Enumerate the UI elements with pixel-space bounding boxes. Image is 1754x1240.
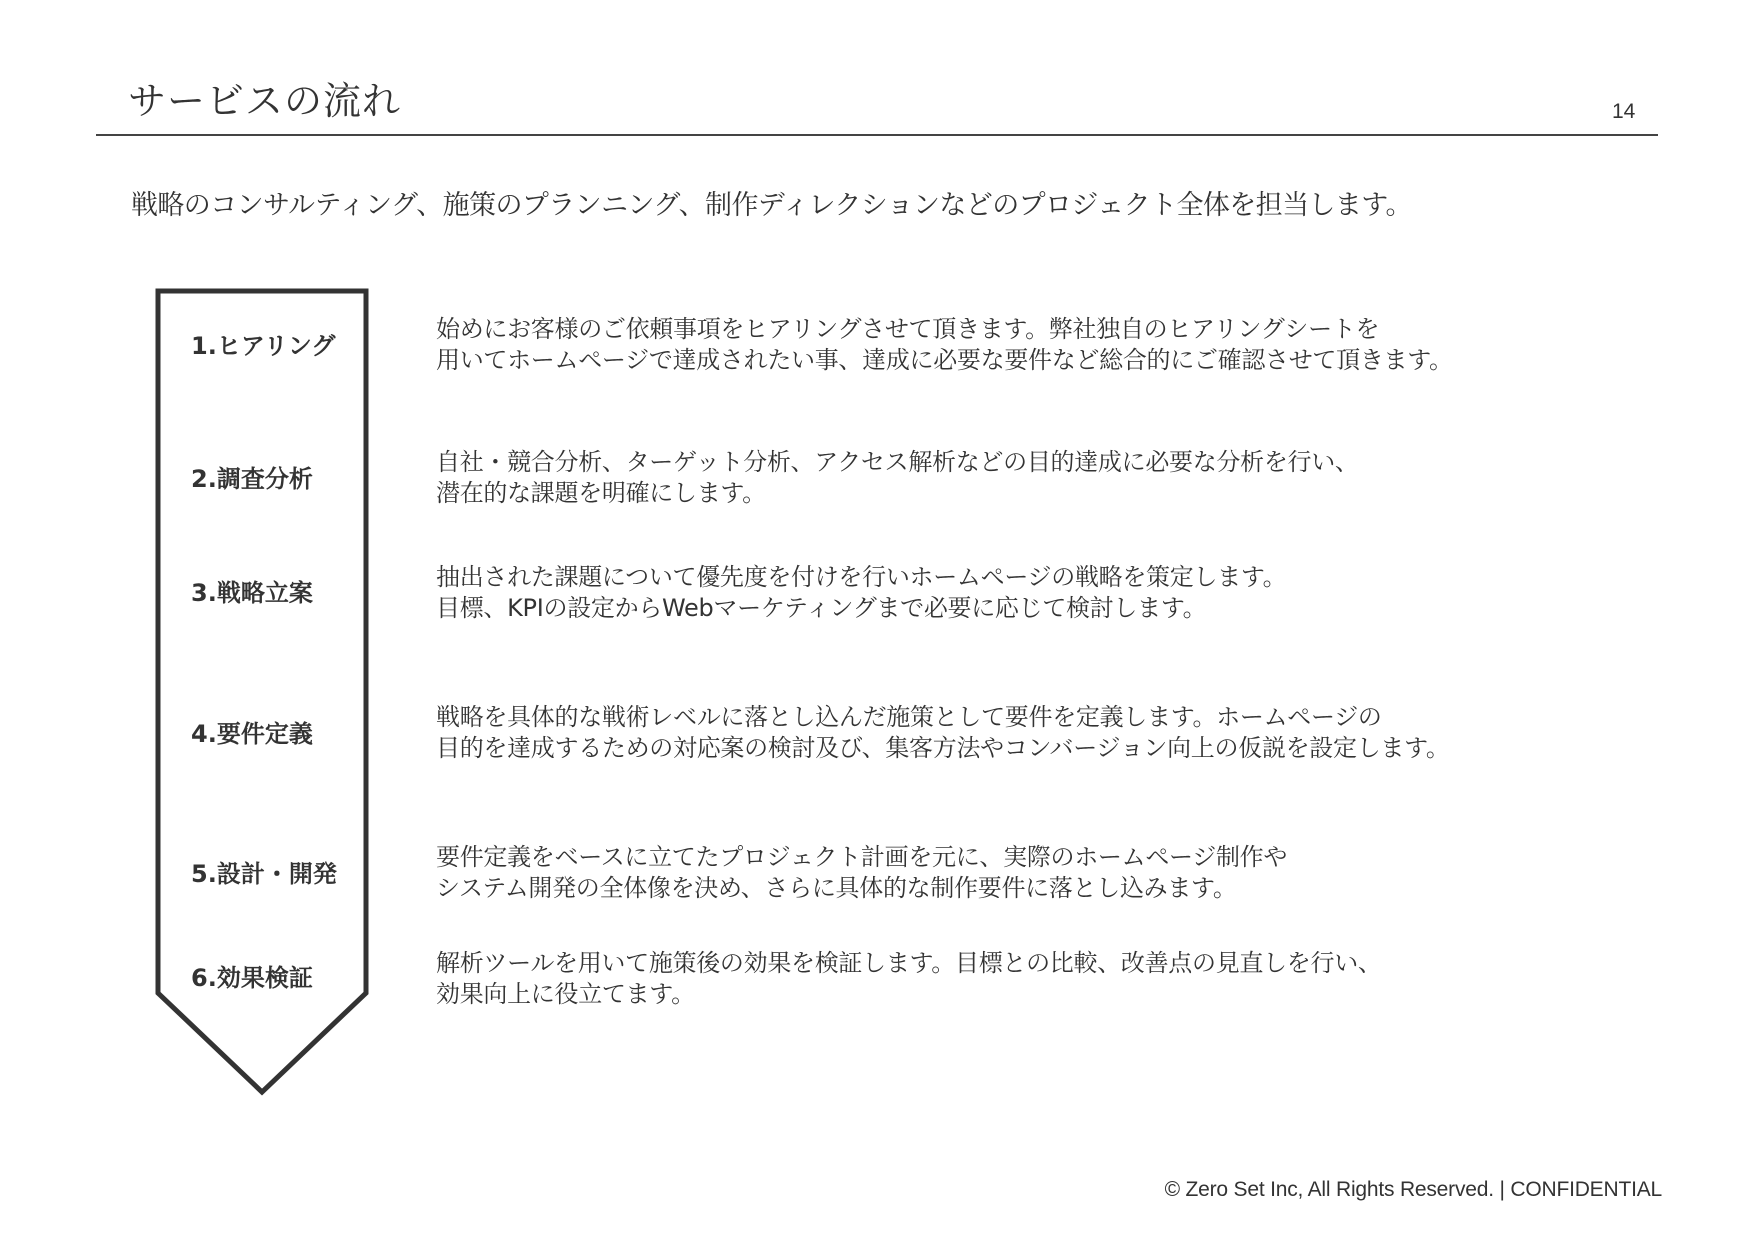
lead-text: 戦略のコンサルティング、施策のプランニング、制作ディレクションなどのプロジェクト全体を担当します。 [131,190,1412,221]
step-description-line: システム開発の全体像を決め、さらに具体的な制作要件に落とし込みます。 [436,874,1237,902]
step-description-line: 潜在的な課題を明確にします。 [436,479,766,507]
step-description [436,562,1286,624]
step-description [436,702,1450,764]
step-description-line: 抽出された課題について優先度を付けを行いホームページの戦略を策定します。 [436,563,1287,591]
step-description-line: 始めにお客様のご依頼事項をヒアリングさせて頂きます。弊社独自のヒアリングシートを [436,315,1380,343]
page-title: サービスの流れ [128,79,402,123]
step-label: 1.ヒアリング [191,332,336,360]
step-description-line: 目的を達成するための対応案の検討及び、集客方法やコンバージョン向上の仮説を設定します。 [436,734,1450,762]
page-number: 14 [1612,100,1636,123]
step-label: 2.調査分析 [191,465,313,493]
copyright-footer: © Zero Set Inc, All Rights Reserved. | CONFIDENTIAL [1164,1178,1662,1201]
step-label: 3.戦略立案 [191,579,313,607]
step-description [436,842,1287,904]
step-description [436,447,1359,509]
step-description-line: 自社・競合分析、ターゲット分析、アクセス解析などの目的達成に必要な分析を行い、 [436,448,1359,476]
step-description [436,948,1382,1010]
step-label: 6.効果検証 [191,964,313,992]
step-description-line: 戦略を具体的な戦術レベルに落とし込んだ施策として要件を定義します。ホームページの [436,703,1382,731]
step-label: 4.要件定義 [191,720,313,748]
step-description [436,314,1453,376]
step-description-line: 効果向上に役立てます。 [436,980,695,1008]
title-divider [96,134,1658,136]
step-description-line: 用いてホームページで達成されたい事、達成に必要な要件など総合的にご確認させて頂きます。 [436,346,1453,374]
step-label: 5.設計・開発 [191,860,337,888]
step-description-line: 要件定義をベースに立てたプロジェクト計画を元に、実際のホームページ制作や [436,843,1288,871]
step-description-line: 解析ツールを用いて施策後の効果を検証します。目標との比較、改善点の見直しを行い、 [436,949,1382,977]
step-description-line: 目標、KPIの設定からWebマーケティングまで必要に応じて検討します。 [436,594,1207,622]
